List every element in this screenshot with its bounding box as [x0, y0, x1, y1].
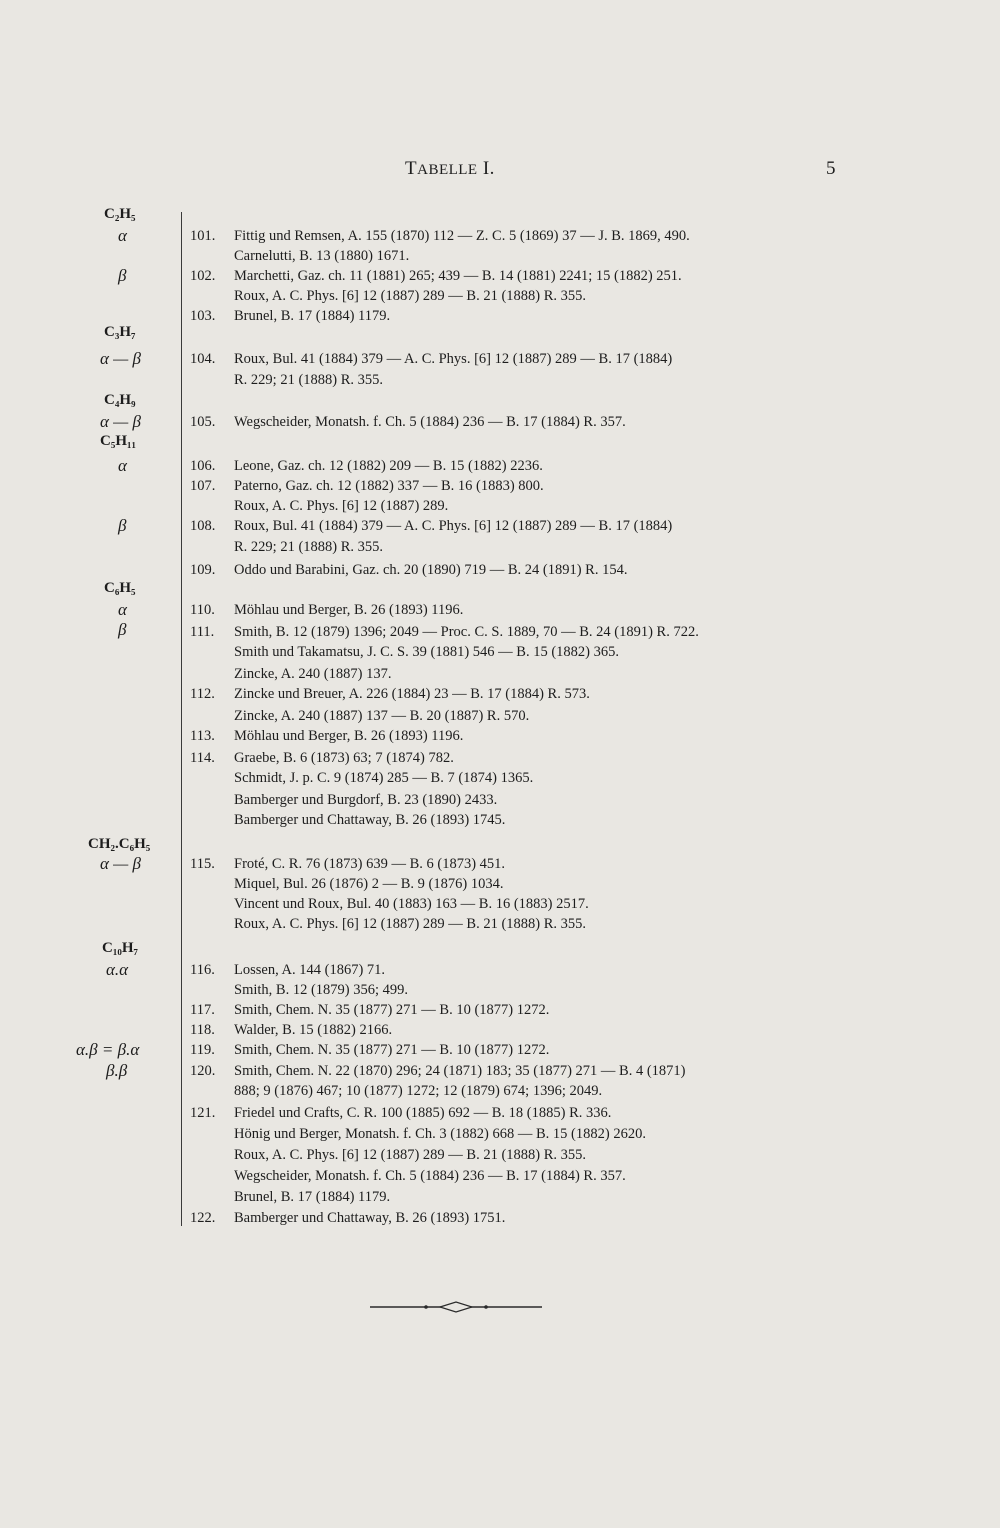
reference-entry: 121. Friedel und Crafts, C. R. 100 (1885) 692 — B. 18 (1885) R. 336.: [190, 1105, 612, 1121]
reference-entry: 110. Möhlau und Berger, B. 26 (1893) 1196.: [190, 602, 464, 618]
position-label: β: [118, 516, 127, 535]
page-header: [0, 158, 1000, 188]
reference-entry: 116. Lossen, A. 144 (1867) 71.: [190, 962, 386, 978]
running-title: TABELLE I.: [405, 158, 495, 179]
reference-continuation: Zincke, A. 240 (1887) 137 — B. 20 (1887) R. 570.: [234, 708, 530, 724]
reference-entry: 105. Wegscheider, Monatsh. f. Ch. 5 (1884) 236 — B. 17 (1884) R. 357.: [190, 414, 626, 430]
reference-entry: 101. Fittig und Remsen, A. 155 (1870) 112 — Z. C. 5 (1869) 37 — J. B. 1869, 490.: [190, 228, 690, 244]
position-label: α — β: [100, 412, 142, 431]
reference-continuation: Wegscheider, Monatsh. f. Ch. 5 (1884) 236 — B. 17 (1884) R. 357.: [234, 1168, 626, 1184]
reference-continuation: Brunel, B. 17 (1884) 1179.: [234, 1189, 391, 1205]
reference-continuation: Schmidt, J. p. C. 9 (1874) 285 — B. 7 (1874) 1365.: [234, 770, 534, 786]
position-label: α — β: [100, 854, 142, 873]
column-divider: [181, 212, 182, 1226]
group-label: C₁₀H₇: [102, 940, 138, 956]
position-label: α.β = β.α: [76, 1040, 140, 1059]
reference-continuation: Miquel, Bul. 26 (1876) 2 — B. 9 (1876) 1034.: [234, 876, 504, 892]
position-label: α: [118, 600, 127, 619]
reference-entry: 108. Roux, Bul. 41 (1884) 379 — A. C. Phys. [6] 12 (1887) 289 — B. 17 (1884): [190, 518, 673, 534]
reference-continuation: Vincent und Roux, Bul. 40 (1883) 163 — B. 16 (1883) 2517.: [234, 896, 589, 912]
reference-continuation: Smith und Takamatsu, J. C. S. 39 (1881) 546 — B. 15 (1882) 365.: [234, 644, 619, 660]
reference-entry: 102. Marchetti, Gaz. ch. 11 (1881) 265; 439 — B. 14 (1881) 2241; 15 (1882) 251.: [190, 268, 682, 284]
reference-entry: 122. Bamberger und Chattaway, B. 26 (1893) 1751.: [190, 1210, 506, 1226]
group-label: C₄H₉: [104, 392, 136, 408]
reference-entry: 111. Smith, B. 12 (1879) 1396; 2049 — Proc. C. S. 1889, 70 — B. 24 (1891) R. 722.: [190, 624, 699, 640]
reference-continuation: Bamberger und Burgdorf, B. 23 (1890) 2433.: [234, 792, 498, 808]
reference-entry: 112. Zincke und Breuer, A. 226 (1884) 23 — B. 17 (1884) R. 573.: [190, 686, 590, 702]
reference-entry: 120. Smith, Chem. N. 22 (1870) 296; 24 (1871) 183; 35 (1877) 271 — B. 4 (1871): [190, 1063, 686, 1079]
group-label: C₂H₅: [104, 206, 136, 222]
reference-entry: 119. Smith, Chem. N. 35 (1877) 271 — B. 10 (1877) 1272.: [190, 1042, 550, 1058]
reference-continuation: Zincke, A. 240 (1887) 137.: [234, 666, 392, 682]
position-label: β: [118, 620, 127, 639]
position-label: α: [118, 456, 127, 475]
reference-entry: 104. Roux, Bul. 41 (1884) 379 — A. C. Phys. [6] 12 (1887) 289 — B. 17 (1884): [190, 351, 673, 367]
reference-continuation: Hönig und Berger, Monatsh. f. Ch. 3 (1882) 668 — B. 15 (1882) 2620.: [234, 1126, 646, 1142]
reference-continuation: Carnelutti, B. 13 (1880) 1671.: [234, 248, 410, 264]
reference-continuation: Smith, B. 12 (1879) 356; 499.: [234, 982, 409, 998]
reference-continuation: R. 229; 21 (1888) R. 355.: [234, 539, 384, 555]
reference-entry: 113. Möhlau und Berger, B. 26 (1893) 1196.: [190, 728, 464, 744]
reference-entry: 103. Brunel, B. 17 (1884) 1179.: [190, 308, 391, 324]
reference-entry: 109. Oddo und Barabini, Gaz. ch. 20 (1890) 719 — B. 24 (1891) R. 154.: [190, 562, 628, 578]
reference-entry: 106. Leone, Gaz. ch. 12 (1882) 209 — B. 15 (1882) 2236.: [190, 458, 543, 474]
reference-continuation: Bamberger und Chattaway, B. 26 (1893) 1745.: [234, 812, 506, 828]
position-label: β: [118, 266, 127, 285]
position-label: β.β: [106, 1061, 128, 1080]
reference-entry: 115. Froté, C. R. 76 (1873) 639 — B. 6 (1873) 451.: [190, 856, 506, 872]
reference-entry: 118. Walder, B. 15 (1882) 2166.: [190, 1022, 393, 1038]
group-label: C₆H₅: [104, 580, 136, 596]
position-label: α: [118, 226, 127, 245]
reference-entry: 117. Smith, Chem. N. 35 (1877) 271 — B. 10 (1877) 1272.: [190, 1002, 550, 1018]
group-label: C₅H₁₁: [100, 433, 136, 449]
reference-continuation: R. 229; 21 (1888) R. 355.: [234, 372, 384, 388]
reference-continuation: Roux, A. C. Phys. [6] 12 (1887) 289 — B. 21 (1888) R. 355.: [234, 916, 587, 932]
reference-entry: 107. Paterno, Gaz. ch. 12 (1882) 337 — B. 16 (1883) 800.: [190, 478, 544, 494]
reference-continuation: Roux, A. C. Phys. [6] 12 (1887) 289 — B. 21 (1888) R. 355.: [234, 288, 587, 304]
reference-entry: 114. Graebe, B. 6 (1873) 63; 7 (1874) 782.: [190, 750, 454, 766]
group-label: C₃H₇: [104, 324, 136, 340]
group-label: CH₂.C₆H₅: [88, 836, 151, 852]
reference-continuation: 888; 9 (1876) 467; 10 (1877) 1272; 12 (1879) 674; 1396; 2049.: [234, 1083, 603, 1099]
position-label: α — β: [100, 349, 142, 368]
position-label: α.α: [106, 960, 129, 979]
page-number: 5: [826, 158, 836, 179]
reference-continuation: Roux, A. C. Phys. [6] 12 (1887) 289 — B. 21 (1888) R. 355.: [234, 1147, 587, 1163]
end-ornament: [370, 1300, 542, 1314]
reference-continuation: Roux, A. C. Phys. [6] 12 (1887) 289.: [234, 498, 449, 514]
